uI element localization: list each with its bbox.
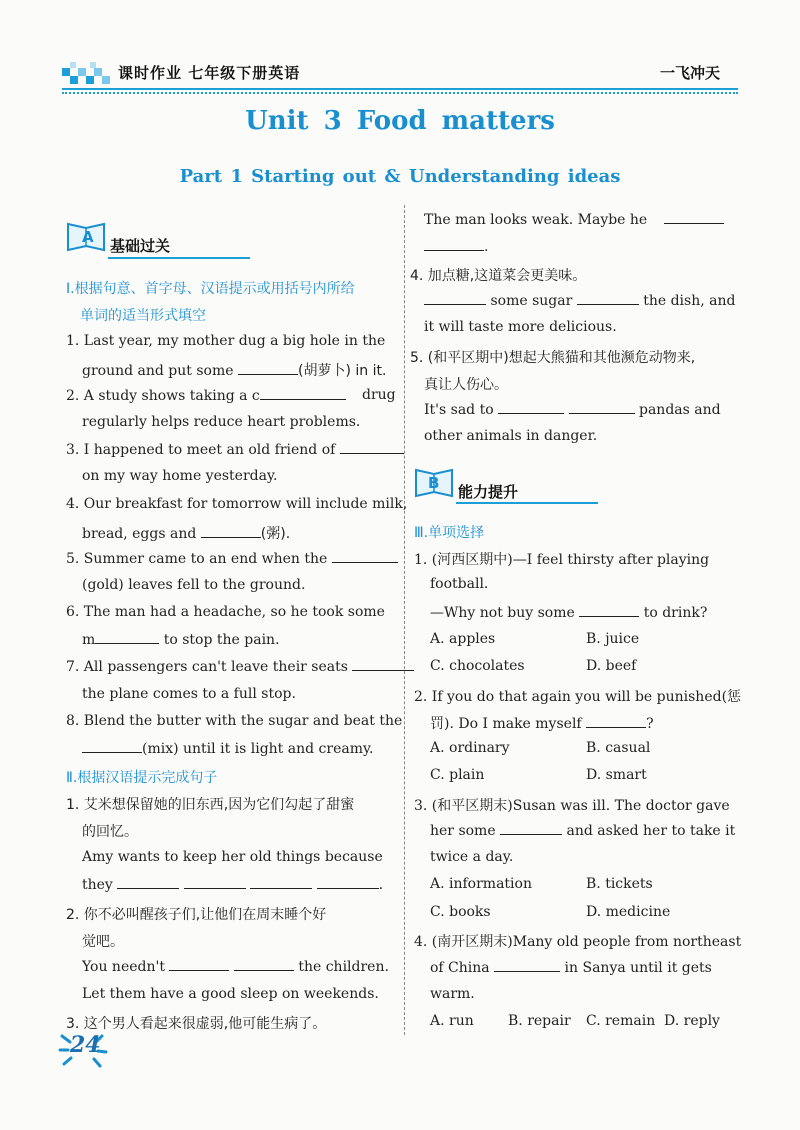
column-divider [404, 205, 405, 1035]
q1-option-d[interactable]: D. beef [586, 658, 637, 674]
header-checker-icon [62, 62, 114, 88]
item8-line2: (mix) until it is light and creamy. [82, 740, 373, 757]
q1-blank[interactable] [579, 604, 639, 617]
header-brand: 一飞冲天 [660, 64, 721, 82]
q2-option-d[interactable]: D. smart [586, 767, 647, 783]
translate3-line3: . [424, 238, 488, 255]
translate3-line1: 3. 这个男人看起来很虚弱,他可能生病了。 [66, 1016, 327, 1032]
translate3-blank-1[interactable] [664, 211, 724, 224]
item1-line2: ground and put some (胡萝卜) in it. [82, 363, 387, 379]
translate5-blank-1[interactable] [498, 401, 564, 414]
section-b-label: 能力提升 [458, 483, 519, 501]
translate1-line1: 1. 艾米想保留她的旧东西,因为它们勾起了甜蜜 [66, 797, 355, 813]
item5-blank[interactable] [332, 550, 398, 563]
translate1-blank-2[interactable] [184, 876, 246, 889]
translate1-line2: 的回忆。 [82, 824, 138, 840]
translate1-line4: they . [82, 877, 384, 893]
translate4-line2: some sugar the dish, and [424, 292, 735, 309]
item1-line1: 1. Last year, my mother dug a big hole in the [66, 333, 386, 349]
item2-line1: 2. A study shows taking a c drug [66, 387, 396, 404]
item1-blank[interactable] [238, 362, 298, 375]
section-a-underline [108, 257, 250, 259]
translate3-blank-2[interactable] [424, 238, 484, 251]
q1-option-c[interactable]: C. chocolates [430, 658, 525, 674]
translate4-blank-1[interactable] [424, 292, 486, 305]
section-a-label: 基础过关 [110, 237, 171, 255]
translate2-line2: 觉吧。 [82, 934, 124, 950]
page-number: 24 [70, 1032, 101, 1058]
q4-line2: of China in Sanya until it gets [430, 960, 712, 976]
item4-line1: 4. Our breakfast for tomorrow will include milk, [66, 496, 408, 512]
translate5-line4: other animals in danger. [424, 428, 598, 444]
item3-line2: on my way home yesterday. [82, 468, 278, 484]
part3-heading: Ⅲ.单项选择 [414, 525, 485, 541]
q4-blank[interactable] [494, 959, 560, 972]
q3-option-a[interactable]: A. information [430, 876, 532, 892]
translate1-blank-3[interactable] [250, 876, 312, 889]
section-b-underline [456, 502, 598, 504]
header-title: 课时作业 七年级下册英语 [118, 64, 301, 82]
q2-line2: 罚). Do I make myself ? [430, 716, 654, 732]
q2-blank[interactable] [586, 715, 646, 728]
translate1-line3: Amy wants to keep her old things because [82, 849, 383, 865]
item7-line1: 7. All passengers can't leave their seats [66, 658, 414, 675]
item5-line1: 5. Summer came to an end when the [66, 550, 398, 567]
q3-line2: her some and asked her to take it [430, 823, 736, 839]
item6-line1: 6. The man had a headache, so he took some [66, 604, 385, 620]
section-a-badge-letter: A [82, 228, 94, 246]
part1-heading-line2: 单词的适当形式填空 [80, 308, 206, 324]
translate4-line1: 4. 加点糖,这道菜会更美味。 [410, 268, 587, 284]
part1-heading-line1: Ⅰ.根据句意、首字母、汉语提示或用括号内所给 [66, 281, 355, 297]
item5-line2: (gold) leaves fell to the ground. [82, 577, 306, 593]
item6-line2: m to stop the pain. [82, 632, 280, 648]
q4-line1: 4. (南开区期末)Many old people from northeast [414, 934, 742, 950]
translate5-line2: 真让人伤心。 [424, 377, 508, 393]
q3-blank[interactable] [500, 822, 562, 835]
q4-line3: warm. [430, 986, 475, 1002]
q2-option-b[interactable]: B. casual [586, 740, 651, 756]
item3-line1: 3. I happened to meet an old friend of [66, 441, 404, 458]
q3-option-b[interactable]: B. tickets [586, 876, 653, 892]
item6-blank[interactable] [95, 631, 159, 644]
q3-line3: twice a day. [430, 849, 514, 865]
q1-line3: —Why not buy some to drink? [430, 605, 708, 621]
translate2-line4: Let them have a good sleep on weekends. [82, 986, 379, 1002]
q1-line2: football. [430, 576, 489, 592]
item7-line2: the plane comes to a full stop. [82, 686, 296, 702]
section-b-badge-letter: B [428, 474, 440, 492]
translate1-blank-4[interactable] [317, 876, 379, 889]
q2-line1: 2. If you do that again you will be punished(惩 [414, 689, 742, 705]
translate2-line3: You needn't the children. [82, 959, 389, 975]
item8-line1: 8. Blend the butter with the sugar and beat the [66, 713, 403, 729]
q4-option-c[interactable]: C. remain [586, 1013, 656, 1029]
translate2-blank-2[interactable] [234, 958, 294, 971]
q3-option-c[interactable]: C. books [430, 904, 491, 920]
translate5-blank-2[interactable] [569, 401, 635, 414]
q1-option-b[interactable]: B. juice [586, 631, 640, 647]
translate2-line1: 2. 你不必叫醒孩子们,让他们在周末睡个好 [66, 907, 327, 923]
q3-line1: 3. (和平区期末)Susan was ill. The doctor gave [414, 798, 730, 814]
item4-line2: bread, eggs and (粥). [82, 526, 291, 542]
translate3-line2: The man looks weak. Maybe he [424, 211, 724, 228]
q4-option-d[interactable]: D. reply [664, 1013, 720, 1029]
translate1-blank-1[interactable] [117, 876, 179, 889]
q2-option-a[interactable]: A. ordinary [430, 740, 510, 756]
item2-line2: regularly helps reduce heart problems. [82, 414, 361, 430]
unit-title: Unit 3 Food matters [245, 106, 555, 136]
q4-option-b[interactable]: B. repair [508, 1013, 571, 1029]
q2-option-c[interactable]: C. plain [430, 767, 485, 783]
part2-heading: Ⅱ.根据汉语提示完成句子 [66, 770, 218, 786]
translate2-blank-1[interactable] [169, 958, 229, 971]
header-rule [62, 88, 738, 90]
q1-line1: 1. (河西区期中)—I feel thirsty after playing [414, 552, 710, 568]
translate4-line3: it will taste more delicious. [424, 319, 617, 335]
translate5-line1: 5. (和平区期中)想起大熊猫和其他濒危动物来, [410, 350, 696, 366]
q1-option-a[interactable]: A. apples [430, 631, 496, 647]
item3-blank[interactable] [340, 441, 404, 454]
q3-option-d[interactable]: D. medicine [586, 904, 671, 920]
item2-blank[interactable] [260, 387, 346, 400]
header-dotted-rule [62, 92, 738, 94]
item4-blank[interactable] [201, 525, 261, 538]
item7-blank[interactable] [352, 658, 414, 671]
translate4-blank-2[interactable] [577, 292, 639, 305]
item8-blank[interactable] [82, 740, 142, 753]
part-title: Part 1 Starting out & Understanding ideas [179, 166, 621, 187]
translate5-line3: It's sad to pandas and [424, 402, 721, 418]
q4-option-a[interactable]: A. run [430, 1013, 474, 1029]
